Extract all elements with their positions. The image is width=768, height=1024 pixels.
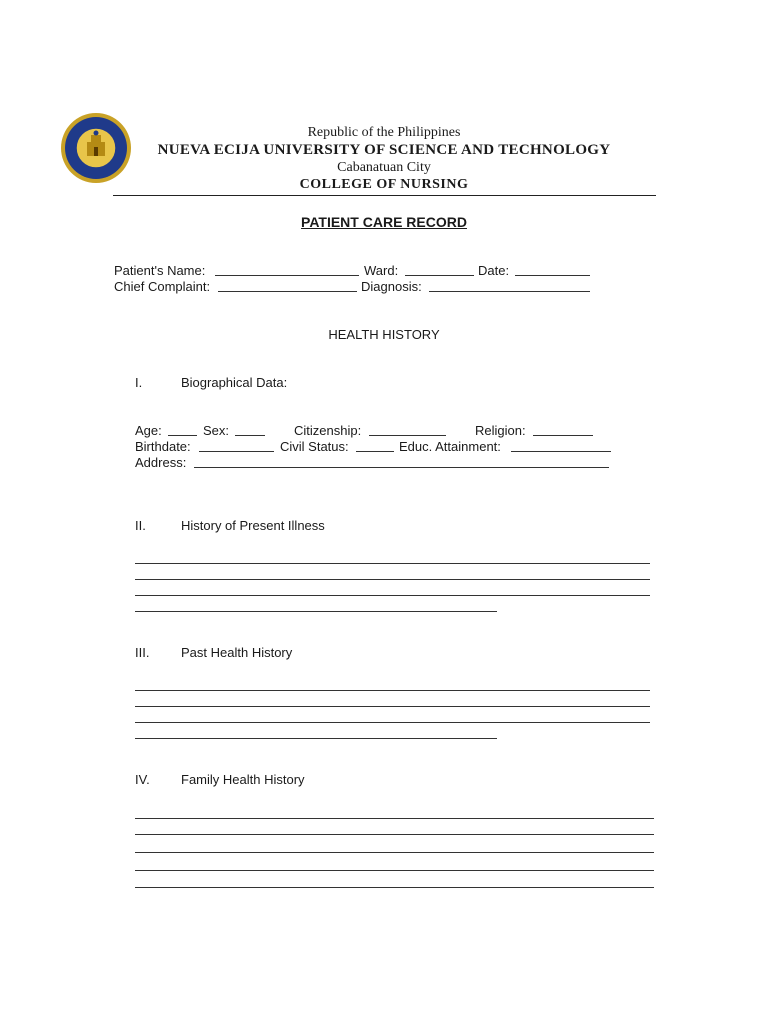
health-history-heading: HEALTH HISTORY: [328, 327, 440, 342]
date-label: Date:: [478, 263, 510, 278]
age-label: Age:: [135, 423, 162, 438]
college-name: COLLEGE OF NURSING: [299, 177, 469, 192]
ward-field[interactable]: [405, 275, 474, 276]
header-divider: [113, 195, 656, 196]
section-3-title: Past Health History: [181, 645, 293, 660]
diagnosis-field[interactable]: [429, 291, 590, 292]
past-history-line[interactable]: [135, 706, 650, 707]
present-illness-line[interactable]: [135, 563, 650, 564]
address-field[interactable]: [194, 467, 609, 468]
present-illness-line[interactable]: [135, 579, 650, 580]
family-history-line[interactable]: [135, 852, 654, 853]
family-history-line[interactable]: [135, 834, 654, 835]
form-title: PATIENT CARE RECORD: [301, 214, 467, 230]
chief-complaint-label: Chief Complaint:: [114, 279, 211, 294]
address-label: Address:: [135, 455, 187, 470]
section-2-title: History of Present Illness: [181, 518, 325, 533]
religion-label: Religion:: [475, 423, 526, 438]
city-line: Cabanatuan City: [337, 160, 431, 175]
sex-field[interactable]: [235, 435, 265, 436]
family-history-line[interactable]: [135, 887, 654, 888]
republic-line: Republic of the Philippines: [307, 125, 461, 140]
family-history-line[interactable]: [135, 870, 654, 871]
university-name: NUEVA ECIJA UNIVERSITY OF SCIENCE AND TECHNOLOGY: [157, 142, 611, 158]
civil-status-label: Civil Status:: [280, 439, 349, 454]
sex-label: Sex:: [203, 423, 230, 438]
patient-name-field[interactable]: [215, 275, 359, 276]
past-history-line[interactable]: [135, 690, 650, 691]
educ-attainment-label: Educ. Attainment:: [399, 439, 501, 454]
section-4-numeral: IV.: [135, 772, 150, 787]
past-history-line[interactable]: [135, 738, 497, 739]
past-history-line[interactable]: [135, 722, 650, 723]
date-field[interactable]: [515, 275, 590, 276]
section-2-numeral: II.: [135, 518, 146, 533]
chief-complaint-field[interactable]: [218, 291, 357, 292]
civil-status-field[interactable]: [356, 451, 394, 452]
religion-field[interactable]: [533, 435, 593, 436]
citizenship-label: Citizenship:: [294, 423, 362, 438]
birthdate-label: Birthdate:: [135, 439, 191, 454]
family-history-line[interactable]: [135, 818, 654, 819]
present-illness-line[interactable]: [135, 595, 650, 596]
age-field[interactable]: [168, 435, 197, 436]
present-illness-line[interactable]: [135, 611, 497, 612]
patient-name-label: Patient's Name:: [114, 263, 206, 278]
diagnosis-label: Diagnosis:: [361, 279, 422, 294]
section-3-numeral: III.: [135, 645, 150, 660]
birthdate-field[interactable]: [199, 451, 274, 452]
section-1-title: Biographical Data:: [181, 375, 288, 390]
section-4-title: Family Health History: [181, 772, 305, 787]
citizenship-field[interactable]: [369, 435, 446, 436]
educ-attainment-field[interactable]: [511, 451, 611, 452]
ward-label: Ward:: [364, 263, 399, 278]
section-1-numeral: I.: [135, 375, 143, 390]
